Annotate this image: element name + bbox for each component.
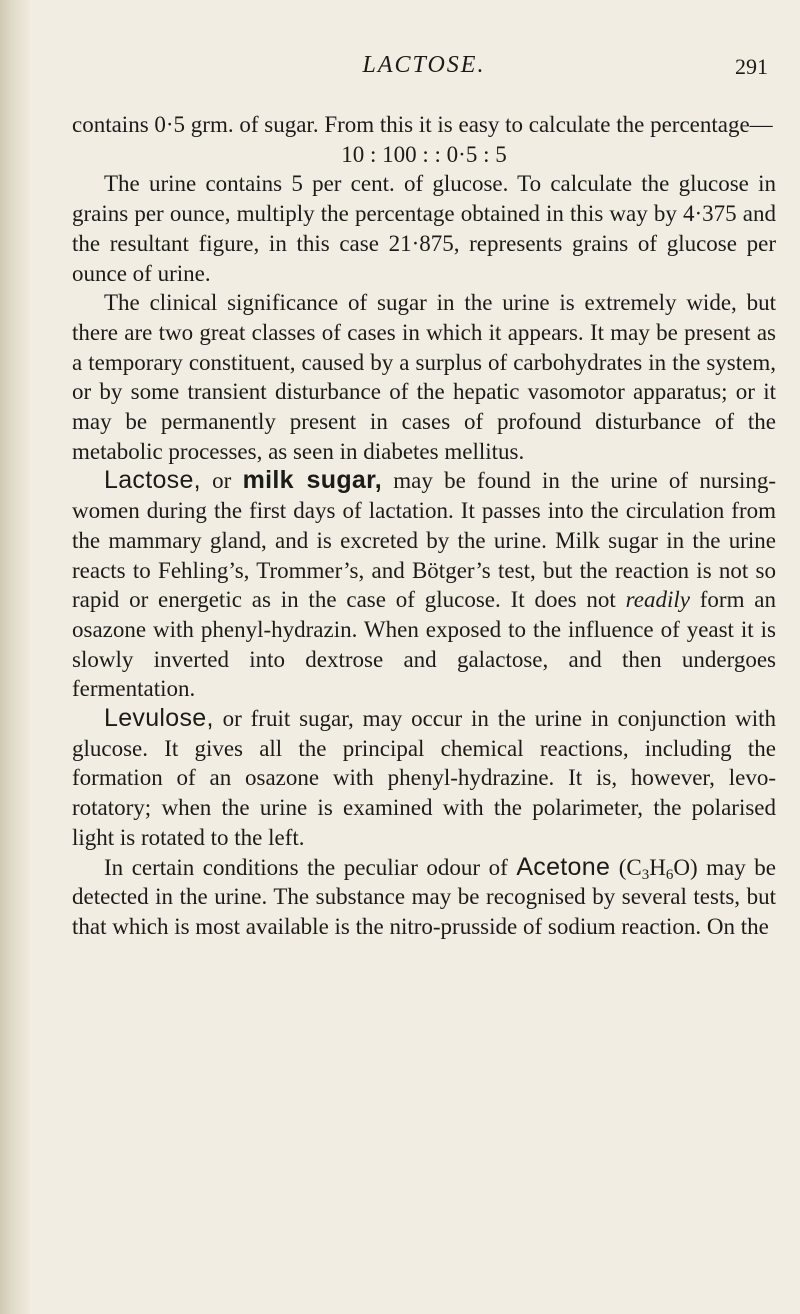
formula-h: H (649, 854, 666, 880)
paragraph-clinical-significance: The clinical significance of sugar in the urine is extremely wide, but there are two great classes of cases in which it appears. It may be present as a temporary constituent, caused by a surplus of carbohydrates in the system, or by some transient disturbance of the hepatic vasomotor apparatus; or it may be permanently present in cases of profound disturbance of the metabolic processes, as seen in diabetes mellitus. (72, 290, 776, 464)
running-title: LACTOSE. (362, 52, 486, 78)
lactose-text-b: form an osazone with phenyl-hydrazin. When exposed to the influence of yeast it is slowly inverted into dextrose and galactose, and then undergoes fermentation. (72, 587, 776, 702)
page-number: 291 (735, 54, 768, 79)
book-gutter-shadow (0, 0, 30, 1314)
joiner-text: or (200, 468, 243, 494)
heading-levulose: Levulose, (104, 704, 214, 733)
levulose-text: or fruit sugar, may occur in the urine in conjunction with glucose. It gives all the principal chemical reactions, including the formation of an osazone with phenyl-hydrazine. It is, however, levo-rotatory; when the urine is examined with the polarimeter, the polarised light is rotated to the left. (72, 706, 776, 850)
formula-subscript-3: 3 (641, 866, 650, 883)
formula-close: O) (673, 854, 698, 880)
paragraph-continuation: contains 0·5 grm. of sugar. From this it is easy to calculate the percentage— (72, 112, 773, 137)
heading-acetone: Acetone (516, 852, 611, 881)
body-text (72, 110, 776, 942)
heading-lactose: Lactose, (104, 466, 201, 495)
lactose-text-a: may be found in the urine of nursing-women during the first days of lactation. It passes into the circulation from the mammary gland, and is excreted by the urine. Milk sugar in the urine reacts to Fehling’s, Trommer’s, and Bötger’s test, but the reaction is not so rapid or energetic as in the case of glucose. It does not (72, 468, 776, 613)
page-header (72, 46, 776, 86)
heading-milk-sugar: milk sugar, (242, 466, 382, 495)
book-page (72, 46, 776, 942)
paragraph-lactose (72, 466, 776, 704)
paragraph-levulose (72, 704, 776, 853)
formula-open: (C (610, 854, 642, 880)
formula-subscript-6: 6 (665, 866, 674, 883)
ratio-equation: 10 : 100 : : 0·5 : 5 (341, 141, 507, 167)
acetone-text-b: may be detected in the urine. The substance may be recognised by several tests, but that which is most available is the nitro-prusside of sodium reaction. On the (72, 854, 776, 939)
paragraph-glucose-calculation: The urine contains 5 per cent. of glucose. To calculate the glucose in grains per ounce, multiply the percentage obtained in this way by 4·375 and the resultant figure, in this case 21·875, represents grains of glucose per ounce of urine. (72, 171, 776, 286)
acetone-text-a: In certain conditions the peculiar odour of (104, 854, 517, 880)
italic-readily: readily (625, 587, 690, 613)
paragraph-acetone (72, 853, 776, 942)
